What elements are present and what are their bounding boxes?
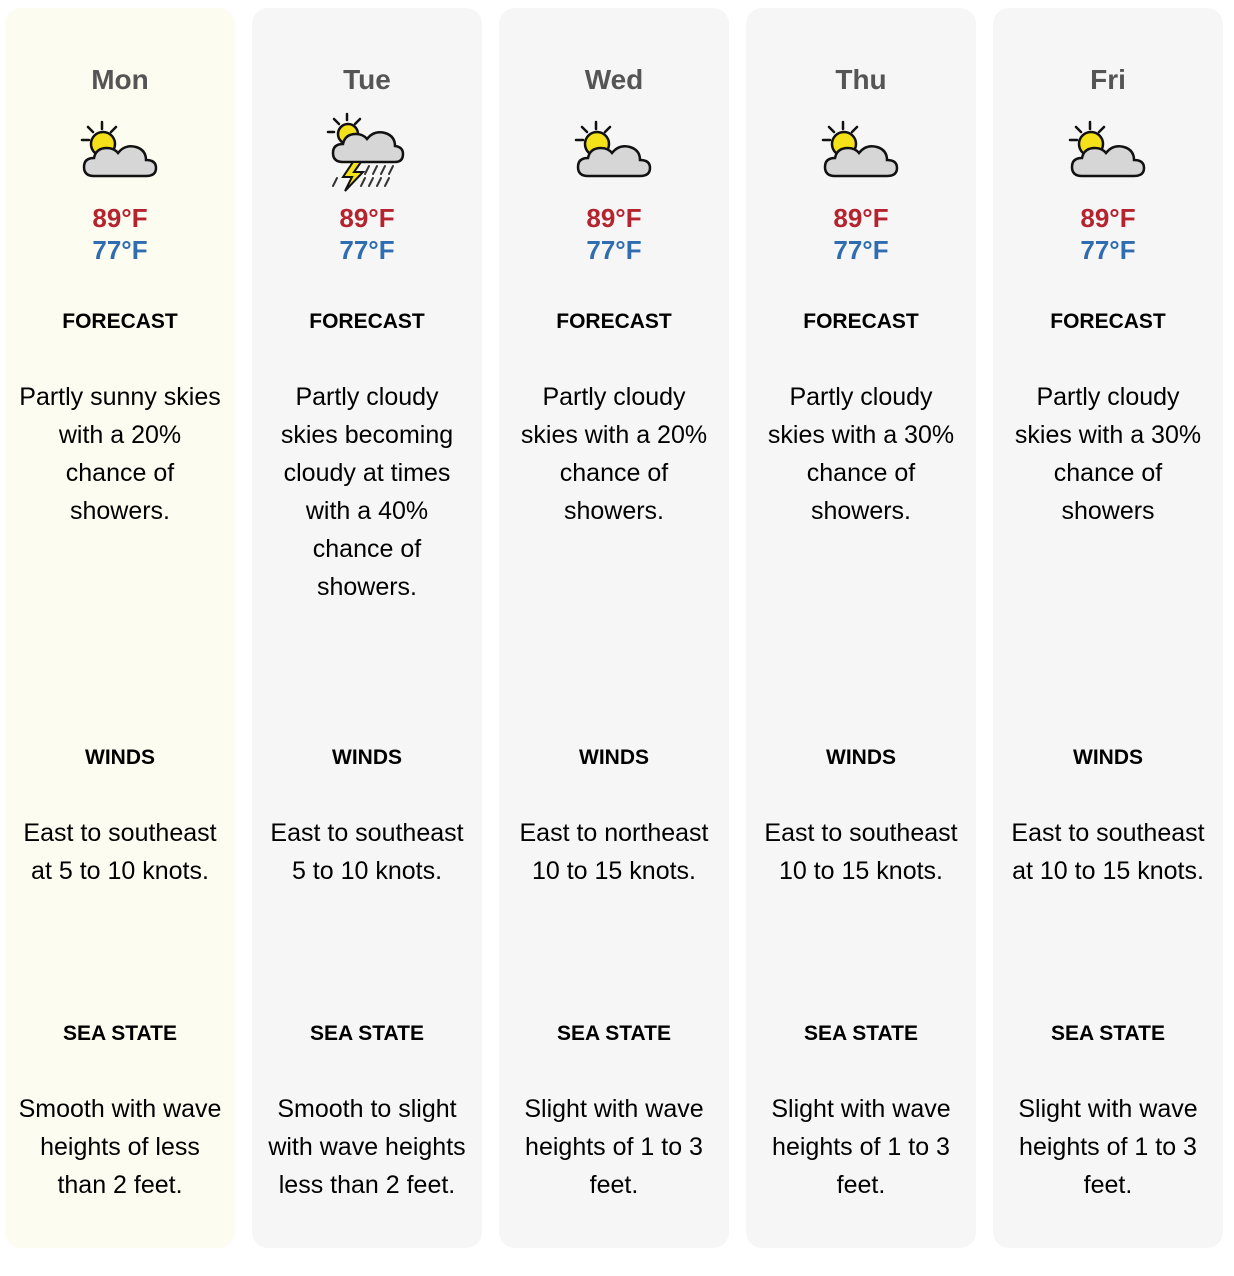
sea-state-text: Smooth to slight with wave heights less than 2 feet. bbox=[268, 1095, 466, 1199]
day-card-tue bbox=[252, 8, 482, 1248]
day-card-thu bbox=[746, 8, 976, 1248]
day-name: Tue bbox=[343, 64, 391, 95]
sea-state-text: Slight with wave heights of 1 to 3 feet. bbox=[1018, 1095, 1198, 1199]
partly-cloudy-icon bbox=[570, 112, 658, 192]
winds-heading: WINDS bbox=[1073, 746, 1143, 769]
sea-state-heading: SEA STATE bbox=[1051, 1022, 1165, 1045]
sea-state-heading: SEA STATE bbox=[310, 1022, 424, 1045]
day-name: Wed bbox=[584, 64, 644, 95]
forecast-heading: FORECAST bbox=[309, 310, 425, 333]
forecast-text: Partly sunny skies with a 20% chance of showers. bbox=[19, 383, 221, 525]
day-name: Fri bbox=[1090, 64, 1126, 95]
high-temperature: 89°F bbox=[1080, 203, 1136, 233]
day-name: Mon bbox=[91, 64, 149, 95]
sea-state-text: Slight with wave heights of 1 to 3 feet. bbox=[524, 1095, 704, 1199]
winds-text: East to northeast 10 to 15 knots. bbox=[519, 819, 709, 885]
winds-heading: WINDS bbox=[332, 746, 402, 769]
high-temperature: 89°F bbox=[833, 203, 889, 233]
high-temperature: 89°F bbox=[586, 203, 642, 233]
winds-text: East to southeast 5 to 10 knots. bbox=[270, 819, 464, 885]
winds-text: East to southeast at 5 to 10 knots. bbox=[23, 819, 217, 885]
forecast-heading: FORECAST bbox=[62, 310, 178, 333]
day-card-fri bbox=[993, 8, 1223, 1248]
low-temperature: 77°F bbox=[586, 235, 642, 265]
forecast-heading: FORECAST bbox=[556, 310, 672, 333]
winds-heading: WINDS bbox=[579, 746, 649, 769]
low-temperature: 77°F bbox=[833, 235, 889, 265]
winds-heading: WINDS bbox=[826, 746, 896, 769]
day-card-wed bbox=[499, 8, 729, 1248]
winds-text: East to southeast 10 to 15 knots. bbox=[764, 819, 958, 885]
day-name: Thu bbox=[835, 64, 887, 95]
forecast-text: Partly cloudy skies with a 20% chance of showers. bbox=[520, 383, 708, 525]
forecast-heading: FORECAST bbox=[803, 310, 919, 333]
forecast-text: Partly cloudy skies becoming cloudy at times with a 40% chance of showers. bbox=[280, 383, 454, 601]
partly-sunny-icon bbox=[76, 112, 164, 192]
low-temperature: 77°F bbox=[1080, 235, 1136, 265]
sea-state-text: Smooth with wave heights of less than 2 feet. bbox=[18, 1095, 222, 1199]
low-temperature: 77°F bbox=[92, 235, 148, 265]
day-card-mon bbox=[5, 8, 235, 1248]
winds-heading: WINDS bbox=[85, 746, 155, 769]
partly-cloudy-icon bbox=[817, 112, 905, 192]
sea-state-heading: SEA STATE bbox=[63, 1022, 177, 1045]
sea-state-heading: SEA STATE bbox=[804, 1022, 918, 1045]
forecast-text: Partly cloudy skies with a 30% chance of showers bbox=[1014, 383, 1202, 525]
winds-text: East to southeast at 10 to 15 knots. bbox=[1011, 819, 1205, 885]
sea-state-text: Slight with wave heights of 1 to 3 feet. bbox=[771, 1095, 951, 1199]
forecast-heading: FORECAST bbox=[1050, 310, 1166, 333]
thunderstorm-icon bbox=[323, 112, 411, 192]
sea-state-heading: SEA STATE bbox=[557, 1022, 671, 1045]
low-temperature: 77°F bbox=[339, 235, 395, 265]
forecast-text: Partly cloudy skies with a 30% chance of showers. bbox=[767, 383, 955, 525]
high-temperature: 89°F bbox=[92, 203, 148, 233]
partly-cloudy-icon bbox=[1064, 112, 1152, 192]
high-temperature: 89°F bbox=[339, 203, 395, 233]
